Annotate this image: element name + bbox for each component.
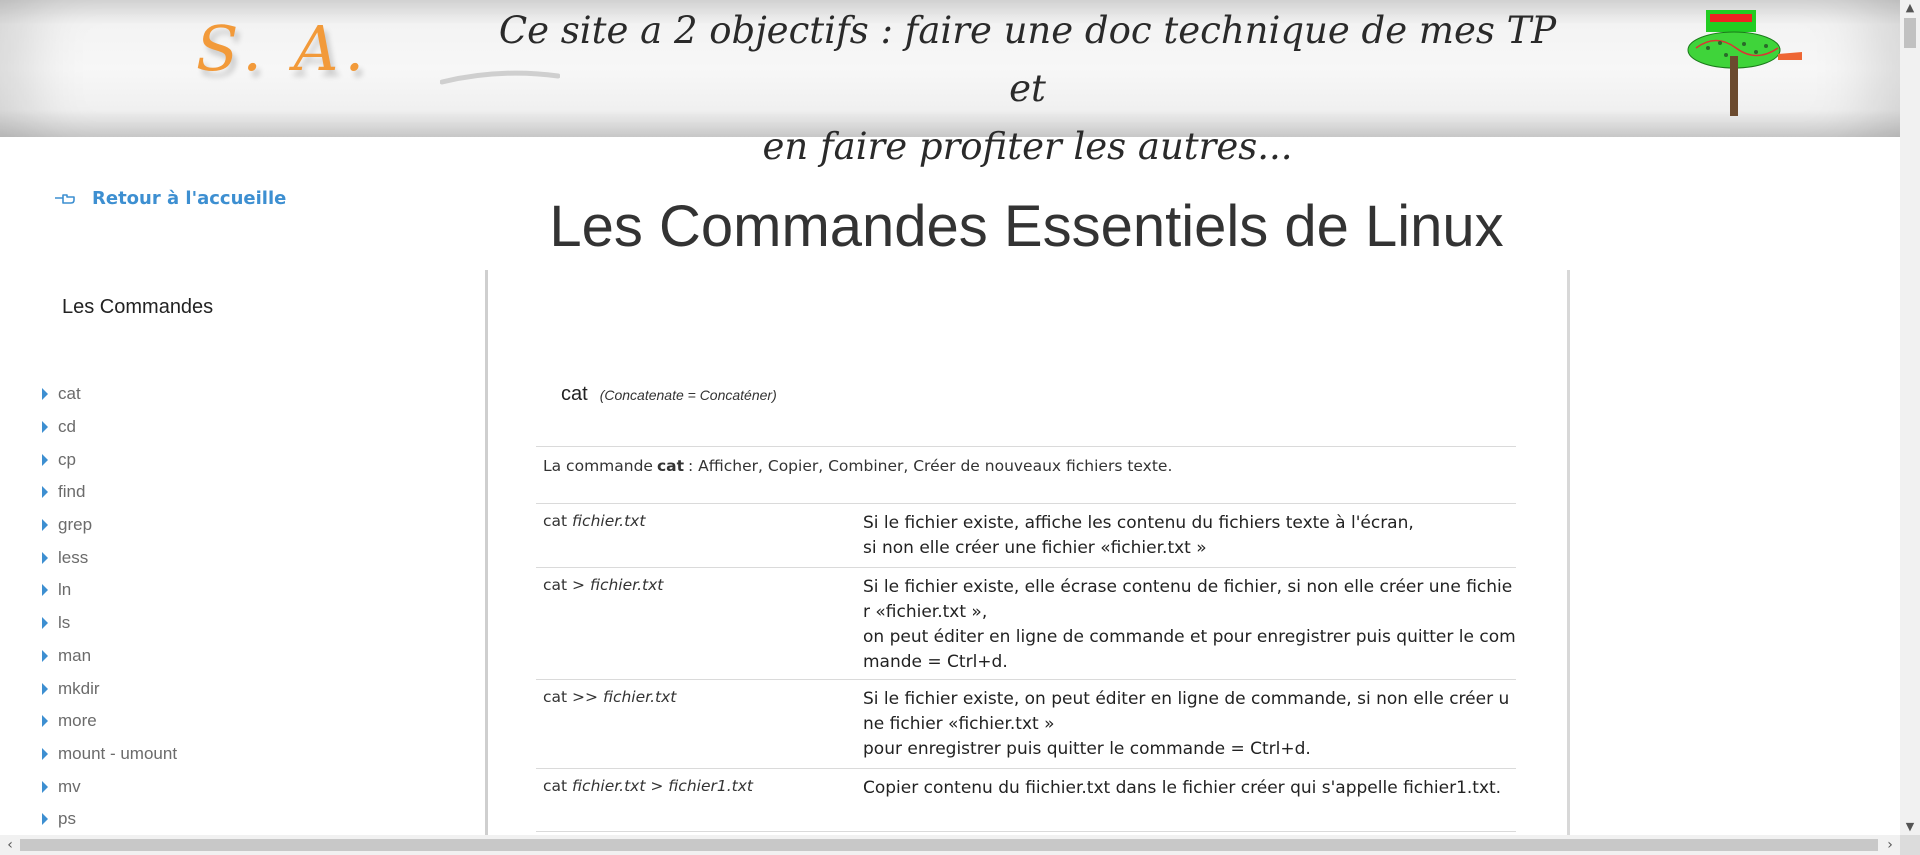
sidebar-item-ln[interactable] bbox=[40, 574, 177, 607]
syntax-prefix: cat bbox=[543, 512, 573, 530]
syntax-file: fichier.txt bbox=[602, 688, 677, 706]
triangle-right-icon bbox=[42, 421, 48, 433]
sidebar-item-grep[interactable] bbox=[40, 509, 177, 542]
command-heading bbox=[561, 383, 777, 406]
horizontal-scrollbar[interactable] bbox=[0, 835, 1900, 855]
intro-command: cat bbox=[656, 457, 685, 475]
sidebar-title: Les Commandes bbox=[62, 296, 214, 318]
sidebar-item-label: ln bbox=[58, 580, 72, 600]
table-row bbox=[536, 679, 1516, 768]
content-divider-left bbox=[485, 270, 488, 835]
syntax-operator: > bbox=[645, 777, 669, 795]
sidebar-item-label: less bbox=[58, 547, 89, 567]
sidebar-item-label: ls bbox=[58, 613, 71, 633]
triangle-right-icon bbox=[42, 486, 48, 498]
back-to-home-link[interactable] bbox=[54, 188, 286, 209]
scroll-right-icon[interactable]: › bbox=[1887, 837, 1893, 853]
command-description bbox=[863, 568, 1516, 679]
scroll-down-icon[interactable]: ▼ bbox=[1905, 820, 1915, 833]
triangle-right-icon bbox=[42, 584, 48, 596]
sidebar-item-ls[interactable] bbox=[40, 607, 177, 640]
description-line: si non elle créer une fichier «fichier.txt » bbox=[863, 538, 1207, 558]
sidebar-item-label: grep bbox=[58, 515, 93, 535]
triangle-right-icon bbox=[42, 650, 48, 662]
horizontal-scroll-thumb[interactable] bbox=[20, 839, 1878, 851]
sidebar-item-mount-umount[interactable] bbox=[40, 738, 177, 771]
sidebar-item-label: man bbox=[58, 645, 92, 665]
scrollbar-corner bbox=[1900, 835, 1920, 855]
command-table bbox=[536, 446, 1516, 832]
logo-text: S. A. bbox=[196, 12, 371, 85]
sidebar-item-label: cat bbox=[58, 384, 81, 404]
triangle-right-icon bbox=[42, 683, 48, 695]
description-line: Si le fichier existe, affiche les contenu du fichiers texte à l'écran, bbox=[863, 513, 1414, 533]
command-description bbox=[863, 680, 1516, 768]
sidebar-item-cat[interactable] bbox=[40, 378, 177, 411]
sidebar-item-cd[interactable] bbox=[40, 411, 177, 444]
triangle-right-icon bbox=[42, 388, 48, 400]
syntax-file-2: fichier1.txt bbox=[668, 777, 753, 795]
command-syntax bbox=[536, 504, 863, 567]
sidebar-item-mv[interactable] bbox=[40, 770, 177, 803]
sidebar-item-label: more bbox=[58, 711, 97, 731]
sidebar-item-label: ps bbox=[58, 809, 76, 829]
triangle-right-icon bbox=[42, 781, 48, 793]
triangle-right-icon bbox=[42, 519, 48, 531]
triangle-right-icon bbox=[42, 454, 48, 466]
syntax-file: fichier.txt bbox=[572, 777, 646, 795]
sidebar-item-label: find bbox=[58, 482, 86, 502]
description-line: Si le fichier existe, elle écrase contenu de fichier, si non elle créer une fichier «fichier.txt », bbox=[863, 577, 1513, 622]
sidebar-item-label: cd bbox=[58, 417, 76, 437]
triangle-right-icon bbox=[42, 813, 48, 825]
command-syntax bbox=[536, 769, 863, 831]
syntax-prefix: cat bbox=[543, 777, 573, 795]
command-syntax bbox=[536, 568, 863, 679]
page-title: Les Commandes Essentiels de Linux bbox=[549, 194, 1504, 259]
syntax-prefix: cat > bbox=[543, 576, 590, 594]
description-line: Si le fichier existe, on peut éditer en ligne de commande, si non elle créer une fichier «fichier.txt » bbox=[863, 689, 1510, 734]
scroll-up-icon[interactable]: ▲ bbox=[1905, 1, 1915, 14]
pointing-hand-icon bbox=[54, 191, 78, 207]
triangle-right-icon bbox=[42, 715, 48, 727]
intro-prefix: La commande bbox=[543, 457, 653, 475]
site-header bbox=[0, 0, 1900, 168]
intro-suffix: : Afficher, Copier, Combiner, Créer de nouveaux fichiers texte. bbox=[688, 457, 1173, 475]
sidebar-item-less[interactable] bbox=[40, 541, 177, 574]
tagline-line-1: Ce site a 2 objectifs : faire une doc technique de mes TP et bbox=[498, 9, 1557, 110]
triangle-right-icon bbox=[42, 552, 48, 564]
command-description bbox=[863, 504, 1516, 567]
command-syntax bbox=[536, 680, 863, 768]
table-row bbox=[536, 768, 1516, 832]
sidebar-item-man[interactable] bbox=[40, 640, 177, 673]
sidebar-item-cp[interactable] bbox=[40, 443, 177, 476]
command-subtitle: (Concatenate = Concaténer) bbox=[599, 387, 777, 403]
command-description bbox=[863, 769, 1516, 831]
command-list bbox=[40, 378, 177, 836]
table-row bbox=[536, 503, 1516, 567]
syntax-file: fichier.txt bbox=[572, 512, 646, 530]
description-line: on peut éditer en ligne de commande et pour enregistrer puis quitter le commande = Ctrl+d. bbox=[863, 627, 1516, 672]
back-link-label: Retour à l'accueille bbox=[92, 188, 287, 209]
tree-logo-icon bbox=[1686, 8, 1804, 118]
table-row bbox=[536, 567, 1516, 679]
triangle-right-icon bbox=[42, 748, 48, 760]
sidebar-item-label: cp bbox=[58, 449, 76, 469]
sidebar-item-label: mkdir bbox=[58, 678, 100, 698]
description-line: pour enregistrer puis quitter le commande = Ctrl+d. bbox=[863, 739, 1311, 759]
sidebar-item-find[interactable] bbox=[40, 476, 177, 509]
sidebar-item-label: mount - umount bbox=[58, 743, 178, 763]
command-name: cat bbox=[561, 383, 588, 405]
vertical-scroll-thumb[interactable] bbox=[1904, 18, 1916, 48]
content-divider-right bbox=[1567, 270, 1570, 835]
syntax-file: fichier.txt bbox=[589, 576, 664, 594]
sidebar-item-ps[interactable] bbox=[40, 803, 177, 836]
sidebar-item-label: mv bbox=[58, 776, 81, 796]
command-intro bbox=[536, 447, 1516, 503]
vertical-scrollbar[interactable] bbox=[1900, 0, 1920, 835]
scroll-left-icon[interactable]: ‹ bbox=[7, 837, 13, 853]
site-tagline bbox=[480, 2, 1575, 176]
syntax-prefix: cat >> bbox=[543, 688, 603, 706]
tagline-line-2: en faire profiter les autres... bbox=[762, 125, 1293, 168]
triangle-right-icon bbox=[42, 617, 48, 629]
sidebar-item-mkdir[interactable] bbox=[40, 672, 177, 705]
description-line: Copier contenu du fiichier.txt dans le fichier créer qui s'appelle fichier1.txt. bbox=[863, 778, 1502, 798]
sidebar-item-more[interactable] bbox=[40, 705, 177, 738]
